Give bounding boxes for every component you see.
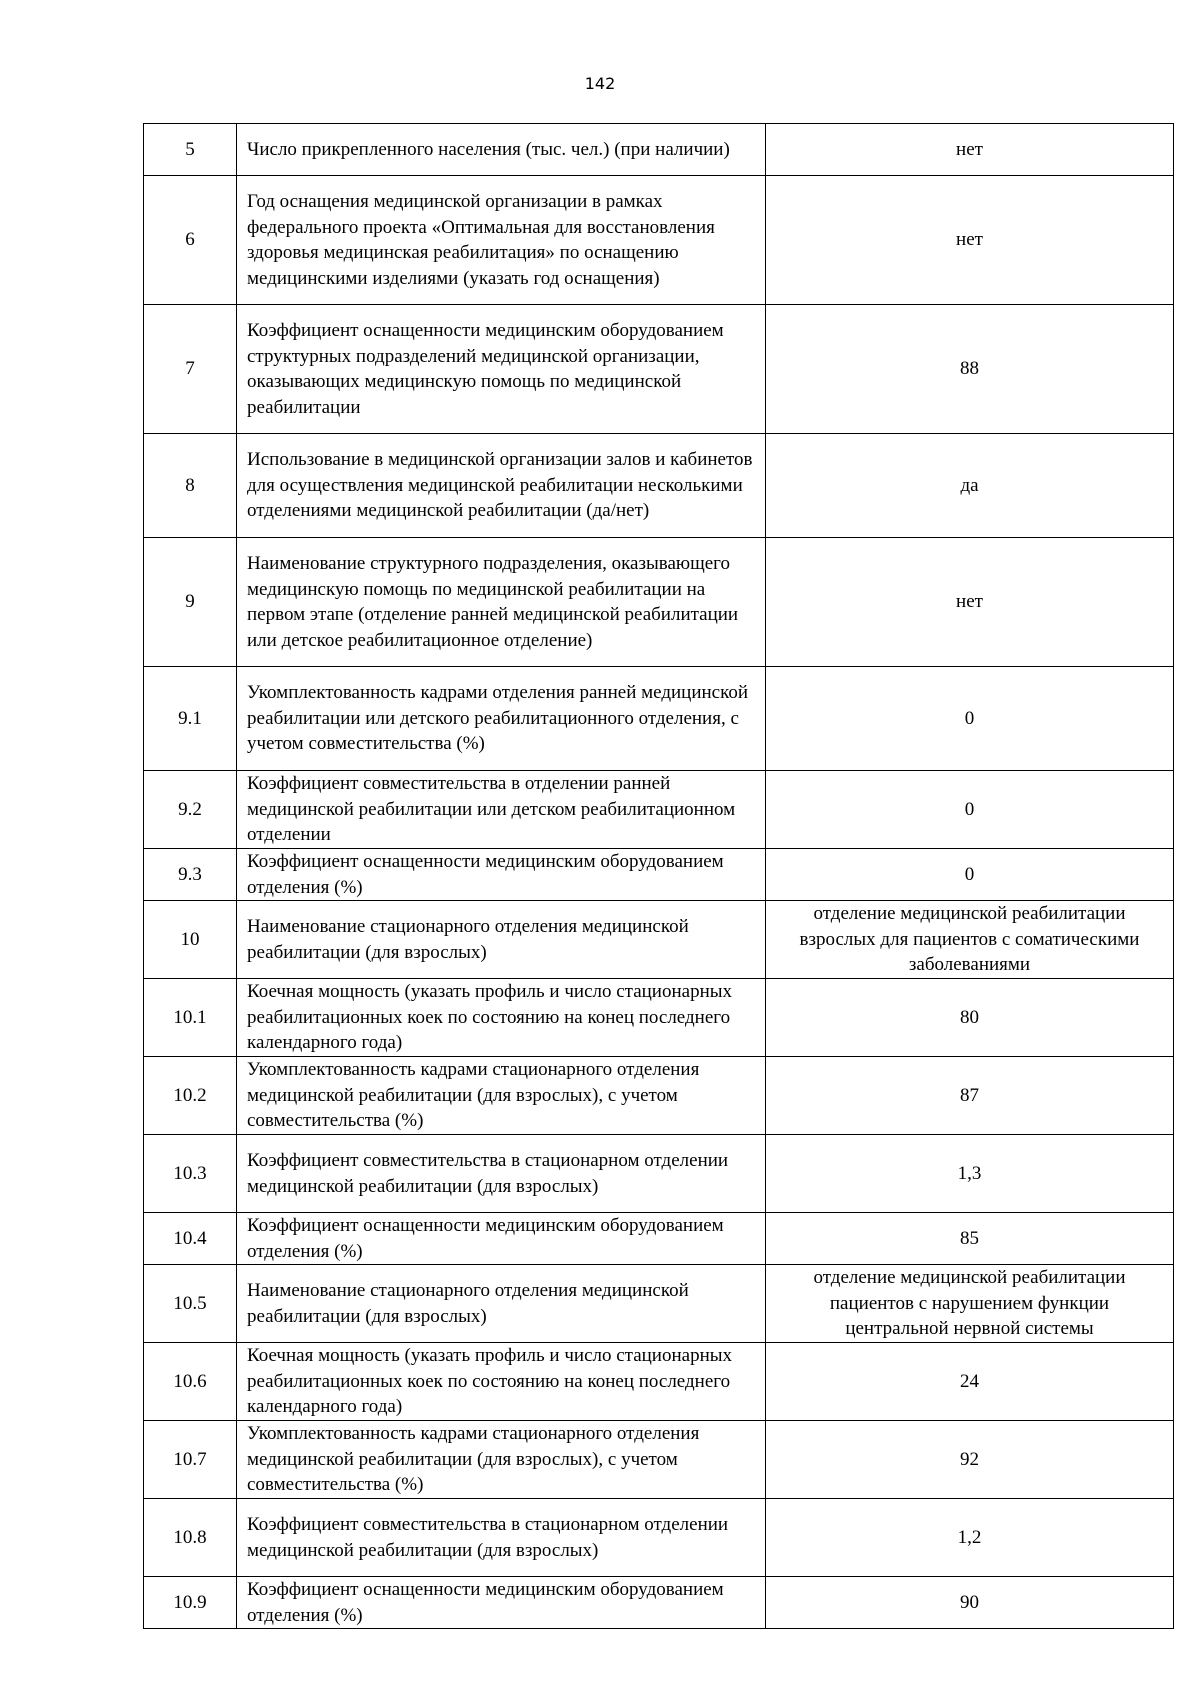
indicator-value: 88	[766, 305, 1174, 434]
table-row	[144, 979, 1174, 1057]
indicator-value: 92	[766, 1421, 1174, 1499]
row-number: 10.7	[144, 1421, 237, 1499]
indicator-value: 0	[766, 667, 1174, 771]
indicator-name: Использование в медицинской организации залов и кабинетов для осуществления медицинской реабилитации несколькими отделениями медицинской реабилитации (да/нет)	[237, 434, 766, 538]
indicator-value: 0	[766, 771, 1174, 849]
indicator-name: Число прикрепленного населения (тыс. чел.) (при наличии)	[237, 124, 766, 176]
table-row	[144, 1265, 1174, 1343]
indicator-value: отделение медицинской реабилитации взрослых для пациентов с соматическими заболеваниями	[766, 901, 1174, 979]
table-row	[144, 901, 1174, 979]
indicator-name: Укомплектованность кадрами стационарного отделения медицинской реабилитации (для взрослых), с учетом совместительства (%)	[237, 1057, 766, 1135]
table-row	[144, 434, 1174, 538]
indicator-name: Наименование стационарного отделения медицинской реабилитации (для взрослых)	[237, 901, 766, 979]
indicator-value: 80	[766, 979, 1174, 1057]
table-row	[144, 1135, 1174, 1213]
indicator-value: да	[766, 434, 1174, 538]
indicator-name: Коэффициент оснащенности медицинским оборудованием отделения (%)	[237, 849, 766, 901]
indicator-value: 1,2	[766, 1499, 1174, 1577]
indicator-value: отделение медицинской реабилитации пациентов с нарушением функции центральной нервной системы	[766, 1265, 1174, 1343]
table-row	[144, 1213, 1174, 1265]
table-row	[144, 176, 1174, 305]
row-number: 10.6	[144, 1343, 237, 1421]
indicator-value: 90	[766, 1577, 1174, 1629]
row-number: 10	[144, 901, 237, 979]
indicator-value: 87	[766, 1057, 1174, 1135]
table-row	[144, 1499, 1174, 1577]
table-row	[144, 1343, 1174, 1421]
page-number: 142	[584, 74, 616, 93]
row-number: 6	[144, 176, 237, 305]
indicator-value: 1,3	[766, 1135, 1174, 1213]
indicator-name: Коэффициент оснащенности медицинским оборудованием структурных подразделений медицинской организации, оказывающих медицинскую помощь по медицинской реабилитации	[237, 305, 766, 434]
row-number: 10.2	[144, 1057, 237, 1135]
row-number: 7	[144, 305, 237, 434]
indicator-value: 0	[766, 849, 1174, 901]
table-row	[144, 538, 1174, 667]
row-number: 9	[144, 538, 237, 667]
row-number: 10.8	[144, 1499, 237, 1577]
row-number: 10.4	[144, 1213, 237, 1265]
row-number: 10.5	[144, 1265, 237, 1343]
row-number: 8	[144, 434, 237, 538]
indicator-name: Наименование структурного подразделения, оказывающего медицинскую помощь по медицинской реабилитации на первом этапе (отделение ранней медицинской реабилитации или детское реабилитационное отделение)	[237, 538, 766, 667]
indicator-name: Коэффициент совместительства в стационарном отделении медицинской реабилитации (для взрослых)	[237, 1135, 766, 1213]
indicator-name: Коечная мощность (указать профиль и число стационарных реабилитационных коек по состоянию на конец последнего календарного года)	[237, 979, 766, 1057]
indicator-name: Укомплектованность кадрами отделения ранней медицинской реабилитации или детского реабилитационного отделения, с учетом совместительства (%)	[237, 667, 766, 771]
row-number: 9.1	[144, 667, 237, 771]
indicator-value: нет	[766, 124, 1174, 176]
indicator-value: 24	[766, 1343, 1174, 1421]
indicator-value: 85	[766, 1213, 1174, 1265]
row-number: 9.2	[144, 771, 237, 849]
row-number: 5	[144, 124, 237, 176]
table-row	[144, 1577, 1174, 1629]
table-row	[144, 124, 1174, 176]
row-number: 9.3	[144, 849, 237, 901]
table-row	[144, 849, 1174, 901]
indicator-name: Коечная мощность (указать профиль и число стационарных реабилитационных коек по состоянию на конец последнего календарного года)	[237, 1343, 766, 1421]
table-row	[144, 1057, 1174, 1135]
table-row	[144, 667, 1174, 771]
indicator-name: Коэффициент оснащенности медицинским оборудованием отделения (%)	[237, 1577, 766, 1629]
table-row	[144, 771, 1174, 849]
indicator-name: Наименование стационарного отделения медицинской реабилитации (для взрослых)	[237, 1265, 766, 1343]
indicator-name: Коэффициент совместительства в стационарном отделении медицинской реабилитации (для взрослых)	[237, 1499, 766, 1577]
row-number: 10.3	[144, 1135, 237, 1213]
indicator-value: нет	[766, 538, 1174, 667]
row-number: 10.1	[144, 979, 237, 1057]
indicators-table	[143, 123, 1174, 1629]
table-row	[144, 305, 1174, 434]
indicator-value: нет	[766, 176, 1174, 305]
indicator-name: Коэффициент оснащенности медицинским оборудованием отделения (%)	[237, 1213, 766, 1265]
indicator-name: Коэффициент совместительства в отделении ранней медицинской реабилитации или детском реабилитационном отделении	[237, 771, 766, 849]
indicator-name: Укомплектованность кадрами стационарного отделения медицинской реабилитации (для взрослых), с учетом совместительства (%)	[237, 1421, 766, 1499]
indicator-name: Год оснащения медицинской организации в рамках федерального проекта «Оптимальная для восстановления здоровья медицинская реабилитация» по оснащению медицинскими изделиями (указать год оснащения)	[237, 176, 766, 305]
table-row	[144, 1421, 1174, 1499]
row-number: 10.9	[144, 1577, 237, 1629]
